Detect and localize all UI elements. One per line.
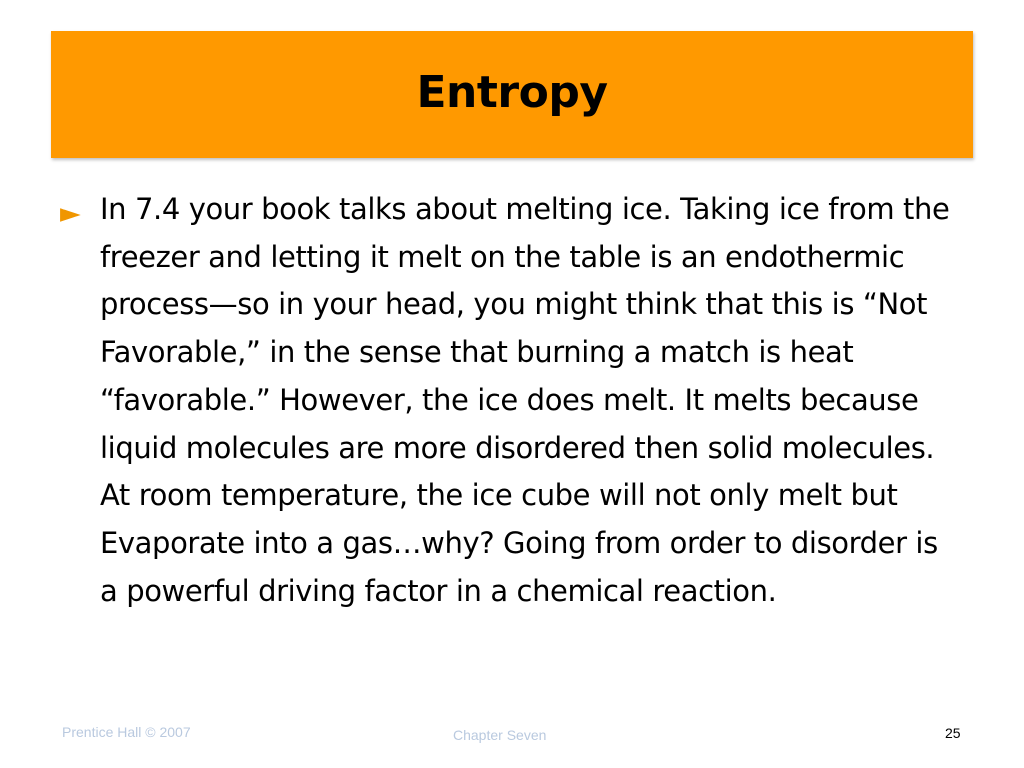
bullet-item bbox=[60, 186, 955, 615]
title-bar bbox=[51, 31, 973, 158]
page-number: 25 bbox=[945, 725, 961, 741]
bullet-text: In 7.4 your book talks about melting ice. Taking ice from the freezer and letting it melt on the table is an endothermic process—so in your head, you might think that this is “Not Favorable,” in the sense that burning a match is heat “favorable.” However, the ice does melt. It melts because liquid molecules are more disordered then solid molecules. At room temperature, the ice cube will not only melt but Evaporate into a gas…why? Going from order to disorder is a powerful driving factor in a chemical reaction. bbox=[100, 192, 950, 608]
triangle-bullet-icon: ► bbox=[60, 198, 81, 229]
slide-title: Entropy bbox=[416, 67, 608, 118]
footer-chapter: Chapter Seven bbox=[453, 727, 547, 743]
footer-copyright: Prentice Hall © 2007 bbox=[62, 724, 191, 740]
